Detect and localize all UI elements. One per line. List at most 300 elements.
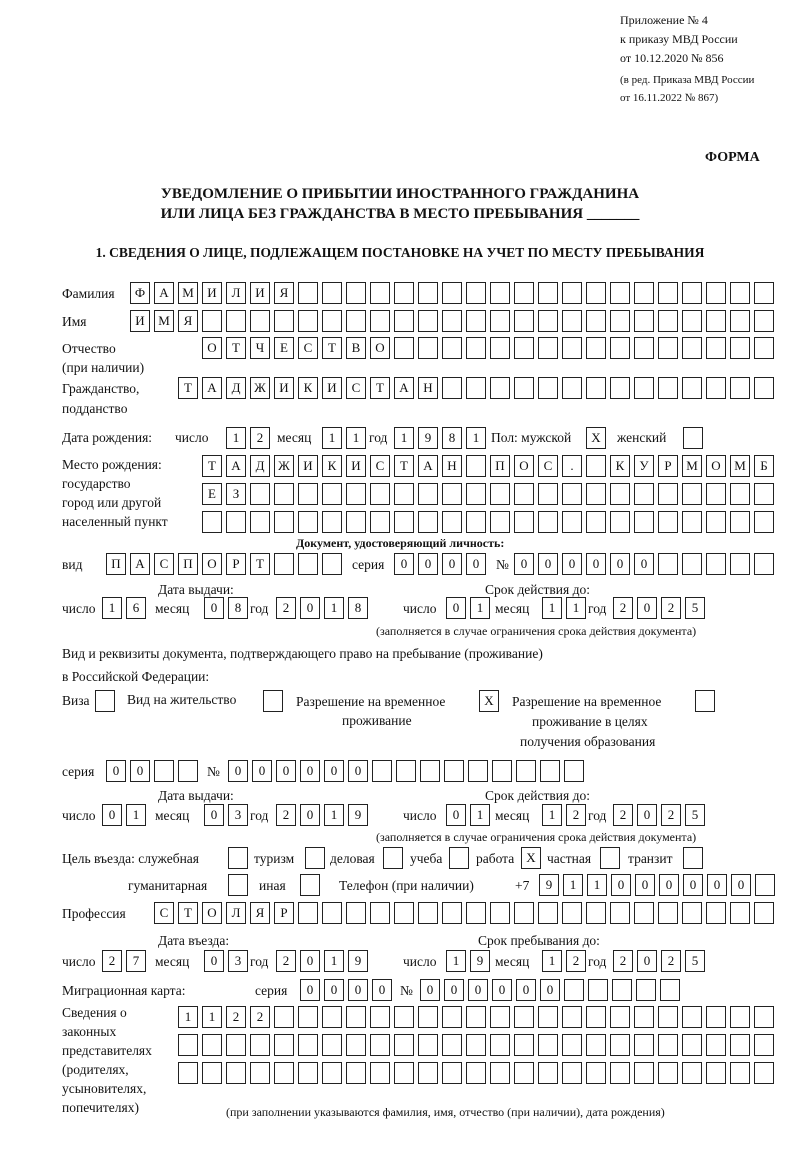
- char-cell-citizenship[interactable]: [514, 377, 534, 399]
- char-cell-phone[interactable]: 1: [587, 874, 607, 896]
- char-cell-birth-place-3[interactable]: [274, 511, 294, 533]
- char-cell-rep-3[interactable]: [538, 1062, 558, 1084]
- char-cell-rep-2[interactable]: [178, 1034, 198, 1056]
- char-cell-name[interactable]: [418, 310, 438, 332]
- char-cell-birth-place-2[interactable]: [346, 483, 366, 505]
- char-cell-patronymic[interactable]: [514, 337, 534, 359]
- char-cell-surname[interactable]: [562, 282, 582, 304]
- char-cell-rep-3[interactable]: [658, 1062, 678, 1084]
- char-cell-birth-place-3[interactable]: [466, 511, 486, 533]
- char-cell-citizenship[interactable]: Н: [418, 377, 438, 399]
- char-cell-patronymic[interactable]: [730, 337, 750, 359]
- char-cell-citizenship[interactable]: [634, 377, 654, 399]
- char-cell-rep-1[interactable]: [634, 1006, 654, 1028]
- char-cell-rep-1[interactable]: [346, 1006, 366, 1028]
- char-cell-rep-1[interactable]: [586, 1006, 606, 1028]
- char-cell-rd-number[interactable]: [468, 760, 488, 782]
- char-cell-profession[interactable]: [394, 902, 414, 924]
- checkbox-p-study[interactable]: [449, 847, 469, 869]
- char-cell-birth-place-3[interactable]: [226, 511, 246, 533]
- char-cell-rep-2[interactable]: [562, 1034, 582, 1056]
- char-cell-rep-1[interactable]: 2: [226, 1006, 246, 1028]
- char-cell-rd-number[interactable]: [420, 760, 440, 782]
- char-cell-citizenship[interactable]: Д: [226, 377, 246, 399]
- char-cell-rep-3[interactable]: [490, 1062, 510, 1084]
- char-cell-rd-number[interactable]: [396, 760, 416, 782]
- char-cell-profession[interactable]: Р: [274, 902, 294, 924]
- char-cell-birth-place-1[interactable]: [466, 455, 486, 477]
- char-cell-birth-place-3[interactable]: [586, 511, 606, 533]
- char-cell-id-valid-year[interactable]: 0: [637, 597, 657, 619]
- checkbox-sex-female[interactable]: [683, 427, 703, 449]
- char-cell-rep-2[interactable]: [586, 1034, 606, 1056]
- char-cell-id-kind[interactable]: П: [178, 553, 198, 575]
- char-cell-profession[interactable]: [466, 902, 486, 924]
- char-cell-name[interactable]: [514, 310, 534, 332]
- char-cell-birth-day[interactable]: 1: [226, 427, 246, 449]
- char-cell-birth-place-2[interactable]: [538, 483, 558, 505]
- char-cell-rd-number[interactable]: 0: [276, 760, 296, 782]
- char-cell-rd-valid-day[interactable]: 0: [446, 804, 466, 826]
- char-cell-rd-issue-month[interactable]: 0: [204, 804, 224, 826]
- char-cell-rep-2[interactable]: [658, 1034, 678, 1056]
- char-cell-surname[interactable]: [610, 282, 630, 304]
- char-cell-stay-month[interactable]: 1: [542, 950, 562, 972]
- char-cell-name[interactable]: [346, 310, 366, 332]
- char-cell-citizenship[interactable]: Ж: [250, 377, 270, 399]
- char-cell-rd-valid-month[interactable]: 2: [566, 804, 586, 826]
- char-cell-id-kind[interactable]: С: [154, 553, 174, 575]
- char-cell-stay-day[interactable]: 1: [446, 950, 466, 972]
- char-cell-rd-issue-day[interactable]: 0: [102, 804, 122, 826]
- char-cell-rep-3[interactable]: [274, 1062, 294, 1084]
- char-cell-rep-1[interactable]: [442, 1006, 462, 1028]
- char-cell-birth-place-2[interactable]: [370, 483, 390, 505]
- char-cell-id-issue-year[interactable]: 8: [348, 597, 368, 619]
- char-cell-birth-place-1[interactable]: [586, 455, 606, 477]
- char-cell-profession[interactable]: О: [202, 902, 222, 924]
- char-cell-rep-3[interactable]: [322, 1062, 342, 1084]
- char-cell-id-number[interactable]: 0: [586, 553, 606, 575]
- char-cell-phone[interactable]: 9: [539, 874, 559, 896]
- char-cell-birth-place-1[interactable]: С: [370, 455, 390, 477]
- char-cell-patronymic[interactable]: [586, 337, 606, 359]
- char-cell-surname[interactable]: [370, 282, 390, 304]
- char-cell-surname[interactable]: [586, 282, 606, 304]
- char-cell-rd-issue-year[interactable]: 2: [276, 804, 296, 826]
- char-cell-id-number[interactable]: 0: [634, 553, 654, 575]
- char-cell-birth-place-1[interactable]: Ж: [274, 455, 294, 477]
- char-cell-birth-place-3[interactable]: [442, 511, 462, 533]
- char-cell-birth-place-3[interactable]: [682, 511, 702, 533]
- char-cell-profession[interactable]: Т: [178, 902, 198, 924]
- char-cell-name[interactable]: [538, 310, 558, 332]
- char-cell-stay-year[interactable]: 2: [661, 950, 681, 972]
- char-cell-name[interactable]: [442, 310, 462, 332]
- char-cell-id-valid-month[interactable]: 1: [542, 597, 562, 619]
- char-cell-citizenship[interactable]: [754, 377, 774, 399]
- checkbox-temp-residence-edu[interactable]: [695, 690, 715, 712]
- char-cell-profession[interactable]: [370, 902, 390, 924]
- char-cell-patronymic[interactable]: [538, 337, 558, 359]
- char-cell-patronymic[interactable]: О: [370, 337, 390, 359]
- char-cell-birth-place-3[interactable]: [754, 511, 774, 533]
- char-cell-name[interactable]: [370, 310, 390, 332]
- char-cell-patronymic[interactable]: [466, 337, 486, 359]
- char-cell-rep-2[interactable]: [418, 1034, 438, 1056]
- char-cell-rep-2[interactable]: [634, 1034, 654, 1056]
- char-cell-patronymic[interactable]: В: [346, 337, 366, 359]
- char-cell-id-valid-year[interactable]: 2: [613, 597, 633, 619]
- char-cell-patronymic[interactable]: [418, 337, 438, 359]
- char-cell-birth-place-2[interactable]: [466, 483, 486, 505]
- char-cell-rep-1[interactable]: [322, 1006, 342, 1028]
- char-cell-id-kind[interactable]: Т: [250, 553, 270, 575]
- char-cell-citizenship[interactable]: И: [274, 377, 294, 399]
- char-cell-birth-place-2[interactable]: [322, 483, 342, 505]
- char-cell-patronymic[interactable]: [634, 337, 654, 359]
- char-cell-rep-3[interactable]: [394, 1062, 414, 1084]
- char-cell-birth-place-2[interactable]: [610, 483, 630, 505]
- char-cell-name[interactable]: [706, 310, 726, 332]
- char-cell-id-issue-month[interactable]: 8: [228, 597, 248, 619]
- char-cell-citizenship[interactable]: С: [346, 377, 366, 399]
- char-cell-birth-place-2[interactable]: [586, 483, 606, 505]
- char-cell-birth-place-3[interactable]: [730, 511, 750, 533]
- char-cell-rd-series[interactable]: [178, 760, 198, 782]
- char-cell-id-issue-day[interactable]: 1: [102, 597, 122, 619]
- char-cell-patronymic[interactable]: О: [202, 337, 222, 359]
- char-cell-birth-place-1[interactable]: К: [322, 455, 342, 477]
- char-cell-rep-2[interactable]: [394, 1034, 414, 1056]
- char-cell-birth-year[interactable]: 9: [418, 427, 438, 449]
- char-cell-surname[interactable]: [346, 282, 366, 304]
- char-cell-rep-1[interactable]: [466, 1006, 486, 1028]
- char-cell-profession[interactable]: С: [154, 902, 174, 924]
- char-cell-birth-place-2[interactable]: [634, 483, 654, 505]
- char-cell-rep-2[interactable]: [682, 1034, 702, 1056]
- char-cell-name[interactable]: [586, 310, 606, 332]
- char-cell-name[interactable]: [610, 310, 630, 332]
- char-cell-profession[interactable]: [538, 902, 558, 924]
- char-cell-birth-place-3[interactable]: [322, 511, 342, 533]
- char-cell-birth-place-3[interactable]: [562, 511, 582, 533]
- char-cell-profession[interactable]: Л: [226, 902, 246, 924]
- char-cell-surname[interactable]: Я: [274, 282, 294, 304]
- char-cell-id-kind[interactable]: А: [130, 553, 150, 575]
- char-cell-rep-2[interactable]: [490, 1034, 510, 1056]
- char-cell-rep-3[interactable]: [466, 1062, 486, 1084]
- char-cell-rep-1[interactable]: 2: [250, 1006, 270, 1028]
- char-cell-birth-day[interactable]: 2: [250, 427, 270, 449]
- char-cell-birth-place-2[interactable]: [562, 483, 582, 505]
- checkbox-p-tourism[interactable]: [305, 847, 325, 869]
- char-cell-profession[interactable]: [586, 902, 606, 924]
- char-cell-mc-series[interactable]: 0: [372, 979, 392, 1001]
- char-cell-phone[interactable]: 0: [611, 874, 631, 896]
- char-cell-rd-issue-year[interactable]: 0: [300, 804, 320, 826]
- char-cell-birth-place-2[interactable]: [754, 483, 774, 505]
- char-cell-surname[interactable]: [418, 282, 438, 304]
- char-cell-rd-valid-year[interactable]: 0: [637, 804, 657, 826]
- checkbox-p-private[interactable]: [600, 847, 620, 869]
- char-cell-rep-3[interactable]: [634, 1062, 654, 1084]
- char-cell-rep-1[interactable]: [658, 1006, 678, 1028]
- char-cell-patronymic[interactable]: [610, 337, 630, 359]
- char-cell-birth-place-1[interactable]: .: [562, 455, 582, 477]
- char-cell-id-number[interactable]: [682, 553, 702, 575]
- char-cell-rep-1[interactable]: [298, 1006, 318, 1028]
- char-cell-citizenship[interactable]: [442, 377, 462, 399]
- char-cell-birth-place-1[interactable]: Р: [658, 455, 678, 477]
- char-cell-profession[interactable]: Я: [250, 902, 270, 924]
- char-cell-entry-month[interactable]: 0: [204, 950, 224, 972]
- char-cell-surname[interactable]: [754, 282, 774, 304]
- char-cell-surname[interactable]: [298, 282, 318, 304]
- char-cell-id-valid-year[interactable]: 5: [685, 597, 705, 619]
- char-cell-citizenship[interactable]: [490, 377, 510, 399]
- char-cell-entry-year[interactable]: 1: [324, 950, 344, 972]
- char-cell-entry-year[interactable]: 9: [348, 950, 368, 972]
- char-cell-rd-number[interactable]: 0: [228, 760, 248, 782]
- char-cell-name[interactable]: И: [130, 310, 150, 332]
- char-cell-rd-valid-year[interactable]: 5: [685, 804, 705, 826]
- char-cell-patronymic[interactable]: Ч: [250, 337, 270, 359]
- char-cell-surname[interactable]: Л: [226, 282, 246, 304]
- char-cell-mc-number[interactable]: 0: [540, 979, 560, 1001]
- char-cell-rep-2[interactable]: [346, 1034, 366, 1056]
- char-cell-birth-place-1[interactable]: Т: [394, 455, 414, 477]
- char-cell-birth-year[interactable]: 8: [442, 427, 462, 449]
- char-cell-birth-place-3[interactable]: [370, 511, 390, 533]
- char-cell-profession[interactable]: [730, 902, 750, 924]
- char-cell-rep-2[interactable]: [298, 1034, 318, 1056]
- char-cell-birth-place-1[interactable]: П: [490, 455, 510, 477]
- char-cell-stay-month[interactable]: 2: [566, 950, 586, 972]
- char-cell-citizenship[interactable]: [610, 377, 630, 399]
- char-cell-birth-month[interactable]: 1: [346, 427, 366, 449]
- char-cell-id-valid-day[interactable]: 0: [446, 597, 466, 619]
- char-cell-rd-number[interactable]: 0: [252, 760, 272, 782]
- char-cell-stay-year[interactable]: 5: [685, 950, 705, 972]
- char-cell-rep-1[interactable]: [418, 1006, 438, 1028]
- char-cell-name[interactable]: [730, 310, 750, 332]
- char-cell-birth-place-3[interactable]: [514, 511, 534, 533]
- char-cell-id-valid-day[interactable]: 1: [470, 597, 490, 619]
- char-cell-profession[interactable]: [610, 902, 630, 924]
- char-cell-rep-3[interactable]: [346, 1062, 366, 1084]
- char-cell-entry-year[interactable]: 2: [276, 950, 296, 972]
- char-cell-birth-place-2[interactable]: [658, 483, 678, 505]
- char-cell-patronymic[interactable]: [682, 337, 702, 359]
- char-cell-rd-valid-year[interactable]: 2: [661, 804, 681, 826]
- char-cell-surname[interactable]: [706, 282, 726, 304]
- char-cell-rd-issue-year[interactable]: 1: [324, 804, 344, 826]
- char-cell-rep-2[interactable]: [610, 1034, 630, 1056]
- char-cell-id-kind[interactable]: [298, 553, 318, 575]
- char-cell-id-number[interactable]: [706, 553, 726, 575]
- char-cell-id-kind[interactable]: [322, 553, 342, 575]
- char-cell-rd-number[interactable]: [492, 760, 512, 782]
- char-cell-birth-place-3[interactable]: [610, 511, 630, 533]
- checkbox-p-humanitarian[interactable]: [228, 874, 248, 896]
- char-cell-name[interactable]: [322, 310, 342, 332]
- char-cell-id-number[interactable]: [730, 553, 750, 575]
- char-cell-patronymic[interactable]: Т: [322, 337, 342, 359]
- char-cell-rep-1[interactable]: [370, 1006, 390, 1028]
- char-cell-rep-3[interactable]: [682, 1062, 702, 1084]
- checkbox-p-transit[interactable]: [683, 847, 703, 869]
- char-cell-name[interactable]: [754, 310, 774, 332]
- char-cell-rep-1[interactable]: [682, 1006, 702, 1028]
- char-cell-entry-day[interactable]: 2: [102, 950, 122, 972]
- char-cell-birth-place-2[interactable]: [394, 483, 414, 505]
- char-cell-birth-place-3[interactable]: [418, 511, 438, 533]
- char-cell-patronymic[interactable]: Е: [274, 337, 294, 359]
- char-cell-citizenship[interactable]: [466, 377, 486, 399]
- char-cell-rep-2[interactable]: [370, 1034, 390, 1056]
- char-cell-profession[interactable]: [346, 902, 366, 924]
- char-cell-rep-1[interactable]: [706, 1006, 726, 1028]
- char-cell-birth-place-2[interactable]: [490, 483, 510, 505]
- char-cell-surname[interactable]: [730, 282, 750, 304]
- char-cell-birth-place-3[interactable]: [538, 511, 558, 533]
- char-cell-rep-3[interactable]: [298, 1062, 318, 1084]
- char-cell-profession[interactable]: [658, 902, 678, 924]
- char-cell-citizenship[interactable]: [730, 377, 750, 399]
- char-cell-surname[interactable]: [514, 282, 534, 304]
- char-cell-rd-series[interactable]: 0: [106, 760, 126, 782]
- char-cell-birth-place-1[interactable]: С: [538, 455, 558, 477]
- char-cell-rep-2[interactable]: [730, 1034, 750, 1056]
- char-cell-rep-1[interactable]: [538, 1006, 558, 1028]
- char-cell-id-issue-year[interactable]: 1: [324, 597, 344, 619]
- char-cell-citizenship[interactable]: Т: [178, 377, 198, 399]
- char-cell-id-kind[interactable]: П: [106, 553, 126, 575]
- checkbox-p-business[interactable]: [383, 847, 403, 869]
- char-cell-name[interactable]: [658, 310, 678, 332]
- char-cell-birth-place-2[interactable]: [274, 483, 294, 505]
- char-cell-name[interactable]: [490, 310, 510, 332]
- char-cell-birth-place-1[interactable]: К: [610, 455, 630, 477]
- char-cell-rep-2[interactable]: [274, 1034, 294, 1056]
- char-cell-surname[interactable]: И: [202, 282, 222, 304]
- checkbox-p-other[interactable]: [300, 874, 320, 896]
- char-cell-surname[interactable]: [394, 282, 414, 304]
- char-cell-rd-series[interactable]: 0: [130, 760, 150, 782]
- char-cell-rep-3[interactable]: [418, 1062, 438, 1084]
- char-cell-mc-number[interactable]: [636, 979, 656, 1001]
- char-cell-surname[interactable]: [442, 282, 462, 304]
- char-cell-birth-place-2[interactable]: [442, 483, 462, 505]
- char-cell-rep-3[interactable]: [250, 1062, 270, 1084]
- char-cell-mc-number[interactable]: 0: [444, 979, 464, 1001]
- char-cell-surname[interactable]: [490, 282, 510, 304]
- char-cell-rep-1[interactable]: [730, 1006, 750, 1028]
- char-cell-rep-2[interactable]: [442, 1034, 462, 1056]
- char-cell-birth-place-1[interactable]: А: [418, 455, 438, 477]
- char-cell-profession[interactable]: [634, 902, 654, 924]
- char-cell-rep-3[interactable]: [610, 1062, 630, 1084]
- char-cell-birth-place-1[interactable]: О: [514, 455, 534, 477]
- char-cell-profession[interactable]: [682, 902, 702, 924]
- char-cell-birth-place-2[interactable]: [730, 483, 750, 505]
- char-cell-birth-place-3[interactable]: [490, 511, 510, 533]
- char-cell-citizenship[interactable]: [706, 377, 726, 399]
- checkbox-visa[interactable]: [95, 690, 115, 712]
- char-cell-rep-3[interactable]: [202, 1062, 222, 1084]
- char-cell-birth-place-3[interactable]: [394, 511, 414, 533]
- char-cell-birth-place-1[interactable]: А: [226, 455, 246, 477]
- char-cell-rep-3[interactable]: [442, 1062, 462, 1084]
- char-cell-citizenship[interactable]: А: [394, 377, 414, 399]
- char-cell-mc-number[interactable]: [612, 979, 632, 1001]
- char-cell-birth-place-1[interactable]: И: [346, 455, 366, 477]
- char-cell-profession[interactable]: [322, 902, 342, 924]
- char-cell-citizenship[interactable]: [562, 377, 582, 399]
- char-cell-birth-month[interactable]: 1: [322, 427, 342, 449]
- char-cell-birth-place-2[interactable]: З: [226, 483, 246, 505]
- char-cell-rep-2[interactable]: [202, 1034, 222, 1056]
- char-cell-profession[interactable]: [514, 902, 534, 924]
- checkbox-p-work[interactable]: X: [521, 847, 541, 869]
- char-cell-phone[interactable]: 1: [563, 874, 583, 896]
- char-cell-id-series[interactable]: 0: [442, 553, 462, 575]
- char-cell-phone[interactable]: 0: [659, 874, 679, 896]
- char-cell-birth-place-2[interactable]: [706, 483, 726, 505]
- char-cell-id-kind[interactable]: Р: [226, 553, 246, 575]
- char-cell-id-number[interactable]: 0: [514, 553, 534, 575]
- char-cell-id-kind[interactable]: [274, 553, 294, 575]
- char-cell-name[interactable]: [274, 310, 294, 332]
- char-cell-rd-issue-month[interactable]: 3: [228, 804, 248, 826]
- char-cell-birth-place-1[interactable]: М: [730, 455, 750, 477]
- char-cell-phone[interactable]: 0: [731, 874, 751, 896]
- char-cell-name[interactable]: [634, 310, 654, 332]
- char-cell-citizenship[interactable]: А: [202, 377, 222, 399]
- char-cell-id-number[interactable]: 0: [610, 553, 630, 575]
- char-cell-name[interactable]: [298, 310, 318, 332]
- char-cell-name[interactable]: [394, 310, 414, 332]
- char-cell-rep-2[interactable]: [250, 1034, 270, 1056]
- char-cell-birth-place-3[interactable]: [250, 511, 270, 533]
- char-cell-birth-place-1[interactable]: М: [682, 455, 702, 477]
- char-cell-birth-place-2[interactable]: Е: [202, 483, 222, 505]
- char-cell-rep-2[interactable]: [514, 1034, 534, 1056]
- char-cell-rep-1[interactable]: 1: [178, 1006, 198, 1028]
- char-cell-rd-valid-year[interactable]: 2: [613, 804, 633, 826]
- char-cell-phone[interactable]: 0: [635, 874, 655, 896]
- char-cell-phone[interactable]: [755, 874, 775, 896]
- char-cell-rep-3[interactable]: [586, 1062, 606, 1084]
- checkbox-sex-male[interactable]: X: [586, 427, 606, 449]
- char-cell-patronymic[interactable]: [562, 337, 582, 359]
- char-cell-rep-2[interactable]: [754, 1034, 774, 1056]
- char-cell-rep-1[interactable]: 1: [202, 1006, 222, 1028]
- char-cell-rep-3[interactable]: [226, 1062, 246, 1084]
- char-cell-patronymic[interactable]: Т: [226, 337, 246, 359]
- char-cell-id-number[interactable]: 0: [538, 553, 558, 575]
- char-cell-rd-number[interactable]: [372, 760, 392, 782]
- char-cell-id-kind[interactable]: О: [202, 553, 222, 575]
- char-cell-birth-place-2[interactable]: [418, 483, 438, 505]
- char-cell-name[interactable]: [250, 310, 270, 332]
- char-cell-birth-place-1[interactable]: Т: [202, 455, 222, 477]
- char-cell-birth-place-1[interactable]: Н: [442, 455, 462, 477]
- char-cell-patronymic[interactable]: [394, 337, 414, 359]
- char-cell-surname[interactable]: [466, 282, 486, 304]
- char-cell-rep-3[interactable]: [754, 1062, 774, 1084]
